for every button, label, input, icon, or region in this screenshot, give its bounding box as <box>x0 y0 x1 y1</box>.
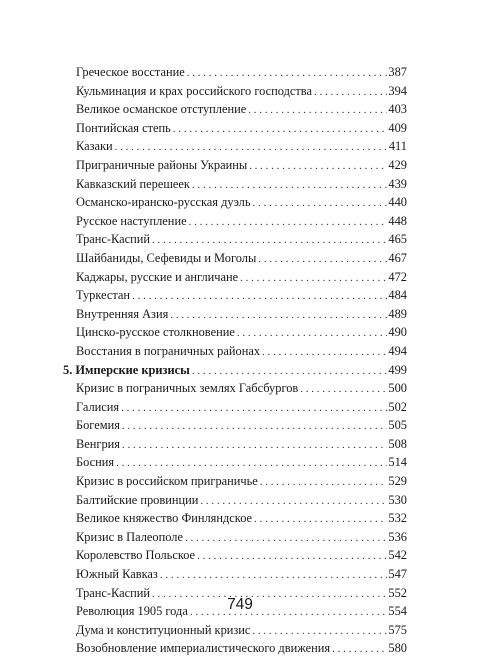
dot-leader <box>237 324 388 343</box>
toc-entry-title: Кризис в Палеополе <box>76 529 183 544</box>
toc-entry-page: 502 <box>388 399 407 414</box>
toc-entry-title: 5. Имперские кризисы <box>63 362 190 377</box>
toc-entry <box>63 82 407 101</box>
toc-entry-page: 467 <box>388 250 407 265</box>
toc-entry-page: 472 <box>388 269 407 284</box>
toc-entry-title: Шайбаниды, Сефевиды и Моголы <box>76 250 257 265</box>
toc-entry-title: Цинско-русское столкновение <box>76 325 235 340</box>
toc-entry <box>63 175 407 194</box>
toc-entry-title: Восстания в пограничных районах <box>76 343 261 358</box>
toc-entry-page: 500 <box>388 381 407 396</box>
toc-entry-page: 394 <box>388 83 407 98</box>
toc-section-entry <box>63 361 407 380</box>
dot-leader <box>248 101 387 120</box>
toc-entry <box>63 63 407 82</box>
toc-entry-title: Русское наступление <box>76 213 187 228</box>
toc-entry-title: Транс-Каспий <box>76 232 151 247</box>
toc-entry-title: Кризис в российском приграничье <box>76 474 258 489</box>
toc-entry <box>63 119 407 138</box>
toc-entry-title: Приграничные районы Украины <box>76 157 248 172</box>
toc-entry <box>63 323 407 342</box>
toc-entry-page: 554 <box>388 604 407 619</box>
toc-entry <box>63 286 407 305</box>
toc-entry-title: Венгрия <box>76 436 121 451</box>
toc-entry-title: Греческое восстание <box>76 65 185 79</box>
toc-entry <box>63 379 407 398</box>
toc-entry-page: 484 <box>388 288 407 303</box>
toc-entry-page: 440 <box>388 195 407 210</box>
toc-entry-page: 494 <box>388 343 407 358</box>
toc-entry-title: Каджары, русские и англичане <box>76 269 239 284</box>
toc-entry-title: Великое османское отступление <box>76 102 247 117</box>
dot-leader <box>116 454 387 473</box>
dot-leader <box>189 213 388 232</box>
dot-leader <box>192 176 387 195</box>
toc-entry-title: Великое княжество Финляндское <box>76 511 253 526</box>
dot-leader <box>254 510 387 529</box>
toc-entry-page: 547 <box>388 567 407 582</box>
toc-entry-page: 439 <box>388 176 407 191</box>
toc-entry-title: Османско-иранско-русская дуэль <box>76 195 251 210</box>
dot-leader <box>314 83 387 102</box>
dot-leader <box>262 343 387 362</box>
toc-entry-page: 448 <box>388 213 407 228</box>
toc-entry <box>63 453 407 472</box>
page-number: 749 <box>227 596 253 613</box>
toc-entry-title: Южный Кавказ <box>76 567 158 582</box>
dot-leader <box>200 492 387 511</box>
toc-entry-title: Казаки <box>76 139 113 154</box>
dot-leader <box>170 306 387 325</box>
toc-entry <box>63 639 407 658</box>
toc-entry-page: 542 <box>388 548 407 563</box>
toc-entry-title: Королевство Польское <box>76 548 196 563</box>
toc-entry-page: 529 <box>388 474 407 489</box>
dot-leader <box>300 380 387 399</box>
toc-entry-title: Кульминация и крах российского господства <box>76 83 312 98</box>
toc-entry-page: 536 <box>388 529 407 544</box>
toc-entry-title: Возобновление империалистического движения <box>76 641 331 656</box>
toc-entry-page: 530 <box>388 492 407 507</box>
toc-entry-page: 505 <box>388 418 407 433</box>
dot-leader <box>240 269 387 288</box>
dot-leader <box>115 138 388 157</box>
dot-leader <box>160 566 388 585</box>
dot-leader <box>122 436 387 455</box>
table-of-contents <box>63 63 407 658</box>
toc-entry-page: 387 <box>388 65 407 79</box>
dot-leader <box>258 250 387 269</box>
toc-entry <box>63 472 407 491</box>
toc-entry <box>63 528 407 547</box>
toc-entry-title: Понтийская степь <box>76 120 171 135</box>
toc-entry-title: Кризис в пограничных землях Габсбургов <box>76 381 299 396</box>
toc-entry-title: Транс-Каспий <box>76 585 151 600</box>
toc-entry <box>63 416 407 435</box>
toc-entry <box>63 565 407 584</box>
toc-entry-page: 429 <box>388 157 407 172</box>
toc-entry-title: Туркестан <box>76 288 131 303</box>
toc-entry <box>63 230 407 249</box>
dot-leader <box>185 529 387 548</box>
toc-entry <box>63 491 407 510</box>
dot-leader <box>187 64 388 83</box>
dot-leader <box>253 194 388 213</box>
toc-entry-page: 514 <box>388 455 407 470</box>
toc-entry <box>63 305 407 324</box>
toc-entry-page: 499 <box>388 362 407 377</box>
dot-leader <box>122 417 388 436</box>
dot-leader <box>152 231 387 250</box>
toc-entry <box>63 137 407 156</box>
dot-leader <box>173 120 388 139</box>
toc-entry <box>63 249 407 268</box>
toc-entry-page: 552 <box>388 585 407 600</box>
toc-entry-page: 532 <box>388 511 407 526</box>
dot-leader <box>252 622 387 641</box>
toc-entry-title: Революция 1905 года <box>76 604 188 619</box>
toc-entry-page: 489 <box>388 306 407 321</box>
toc-entry-title: Галисия <box>76 399 120 414</box>
toc-entry-page: 465 <box>388 232 407 247</box>
toc-entry <box>63 193 407 212</box>
toc-entry-title: Дума и конституционный кризис <box>76 622 251 637</box>
toc-entry <box>63 546 407 565</box>
toc-entry <box>63 509 407 528</box>
dot-leader <box>260 473 388 492</box>
toc-entry <box>63 342 407 361</box>
toc-entry <box>63 268 407 287</box>
toc-entry <box>63 435 407 454</box>
dot-leader <box>197 547 387 566</box>
toc-entry-title: Богемия <box>76 418 120 433</box>
dot-leader <box>192 362 388 381</box>
dot-leader <box>121 399 387 418</box>
toc-entry-page: 575 <box>388 622 407 637</box>
toc-entry <box>63 100 407 119</box>
toc-entry <box>63 621 407 640</box>
toc-entry-page: 490 <box>388 325 407 340</box>
toc-entry-page: 411 <box>388 139 407 154</box>
toc-entry-page: 580 <box>388 641 407 656</box>
toc-entry-title: Босния <box>76 455 115 470</box>
toc-entry <box>63 212 407 231</box>
dot-leader <box>249 157 387 176</box>
toc-entry-title: Кавказский перешеек <box>76 176 190 191</box>
toc-entry <box>63 398 407 417</box>
toc-entry-page: 409 <box>388 120 407 135</box>
toc-entry-title: Внутренняя Азия <box>76 306 169 321</box>
toc-entry-page: 403 <box>388 102 407 117</box>
toc-entry-title: Балтийские провинции <box>76 492 199 507</box>
toc-entry-page: 508 <box>388 436 407 451</box>
dot-leader <box>132 287 387 306</box>
toc-entry <box>63 156 407 175</box>
